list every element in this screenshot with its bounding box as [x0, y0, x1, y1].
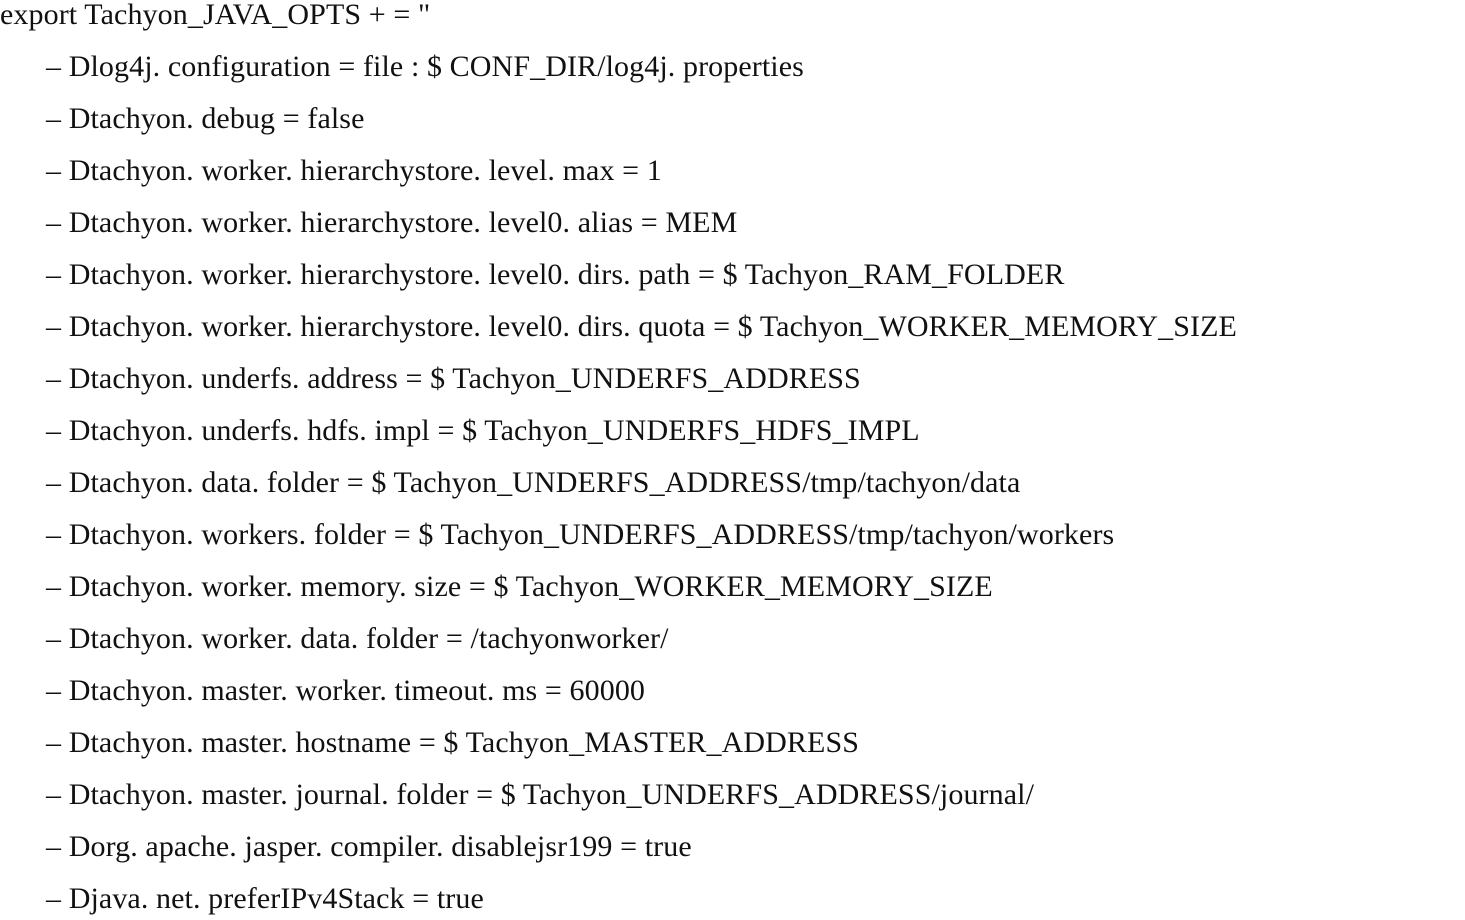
- option-line-underfs-address: – Dtachyon. underfs. address = $ Tachyon_UNDERFS_ADDRESS: [46, 362, 861, 395]
- option-line-level0-alias: – Dtachyon. worker. hierarchystore. level0. alias = MEM: [46, 206, 738, 239]
- option-line-master-hostname: – Dtachyon. master. hostname = $ Tachyon_MASTER_ADDRESS: [46, 726, 860, 759]
- option-line-level0-dirs-quota: – Dtachyon. worker. hierarchystore. level0. dirs. quota = $ Tachyon_WORKER_MEMORY_SIZE: [46, 310, 1237, 343]
- option-line-data-folder: – Dtachyon. data. folder = $ Tachyon_UNDERFS_ADDRESS/tmp/tachyon/data: [46, 466, 1021, 499]
- option-line-prefer-ipv4-stack: – Djava. net. preferIPv4Stack = true: [46, 882, 484, 915]
- option-line-debug: – Dtachyon. debug = false: [46, 102, 365, 135]
- option-line-log4j-configuration: – Dlog4j. configuration = file : $ CONF_DIR/log4j. properties: [46, 50, 804, 83]
- option-line-workers-folder: – Dtachyon. workers. folder = $ Tachyon_UNDERFS_ADDRESS/tmp/tachyon/workers: [46, 518, 1115, 551]
- option-line-master-journal-folder: – Dtachyon. master. journal. folder = $ Tachyon_UNDERFS_ADDRESS/journal/: [46, 778, 1035, 811]
- option-line-worker-memory-size: – Dtachyon. worker. memory. size = $ Tachyon_WORKER_MEMORY_SIZE: [46, 570, 993, 603]
- option-line-level0-dirs-path: – Dtachyon. worker. hierarchystore. level0. dirs. path = $ Tachyon_RAM_FOLDER: [46, 258, 1065, 291]
- option-line-jasper-compiler: – Dorg. apache. jasper. compiler. disablejsr199 = true: [46, 830, 692, 863]
- option-line-master-worker-timeout: – Dtachyon. master. worker. timeout. ms = 60000: [46, 674, 646, 707]
- option-line-level-max: – Dtachyon. worker. hierarchystore. level. max = 1: [46, 154, 662, 187]
- option-line-worker-data-folder: – Dtachyon. worker. data. folder = /tachyonworker/: [46, 622, 669, 655]
- option-line-underfs-hdfs-impl: – Dtachyon. underfs. hdfs. impl = $ Tachyon_UNDERFS_HDFS_IMPL: [46, 414, 920, 447]
- export-line: export Tachyon_JAVA_OPTS + = ": [0, 0, 431, 31]
